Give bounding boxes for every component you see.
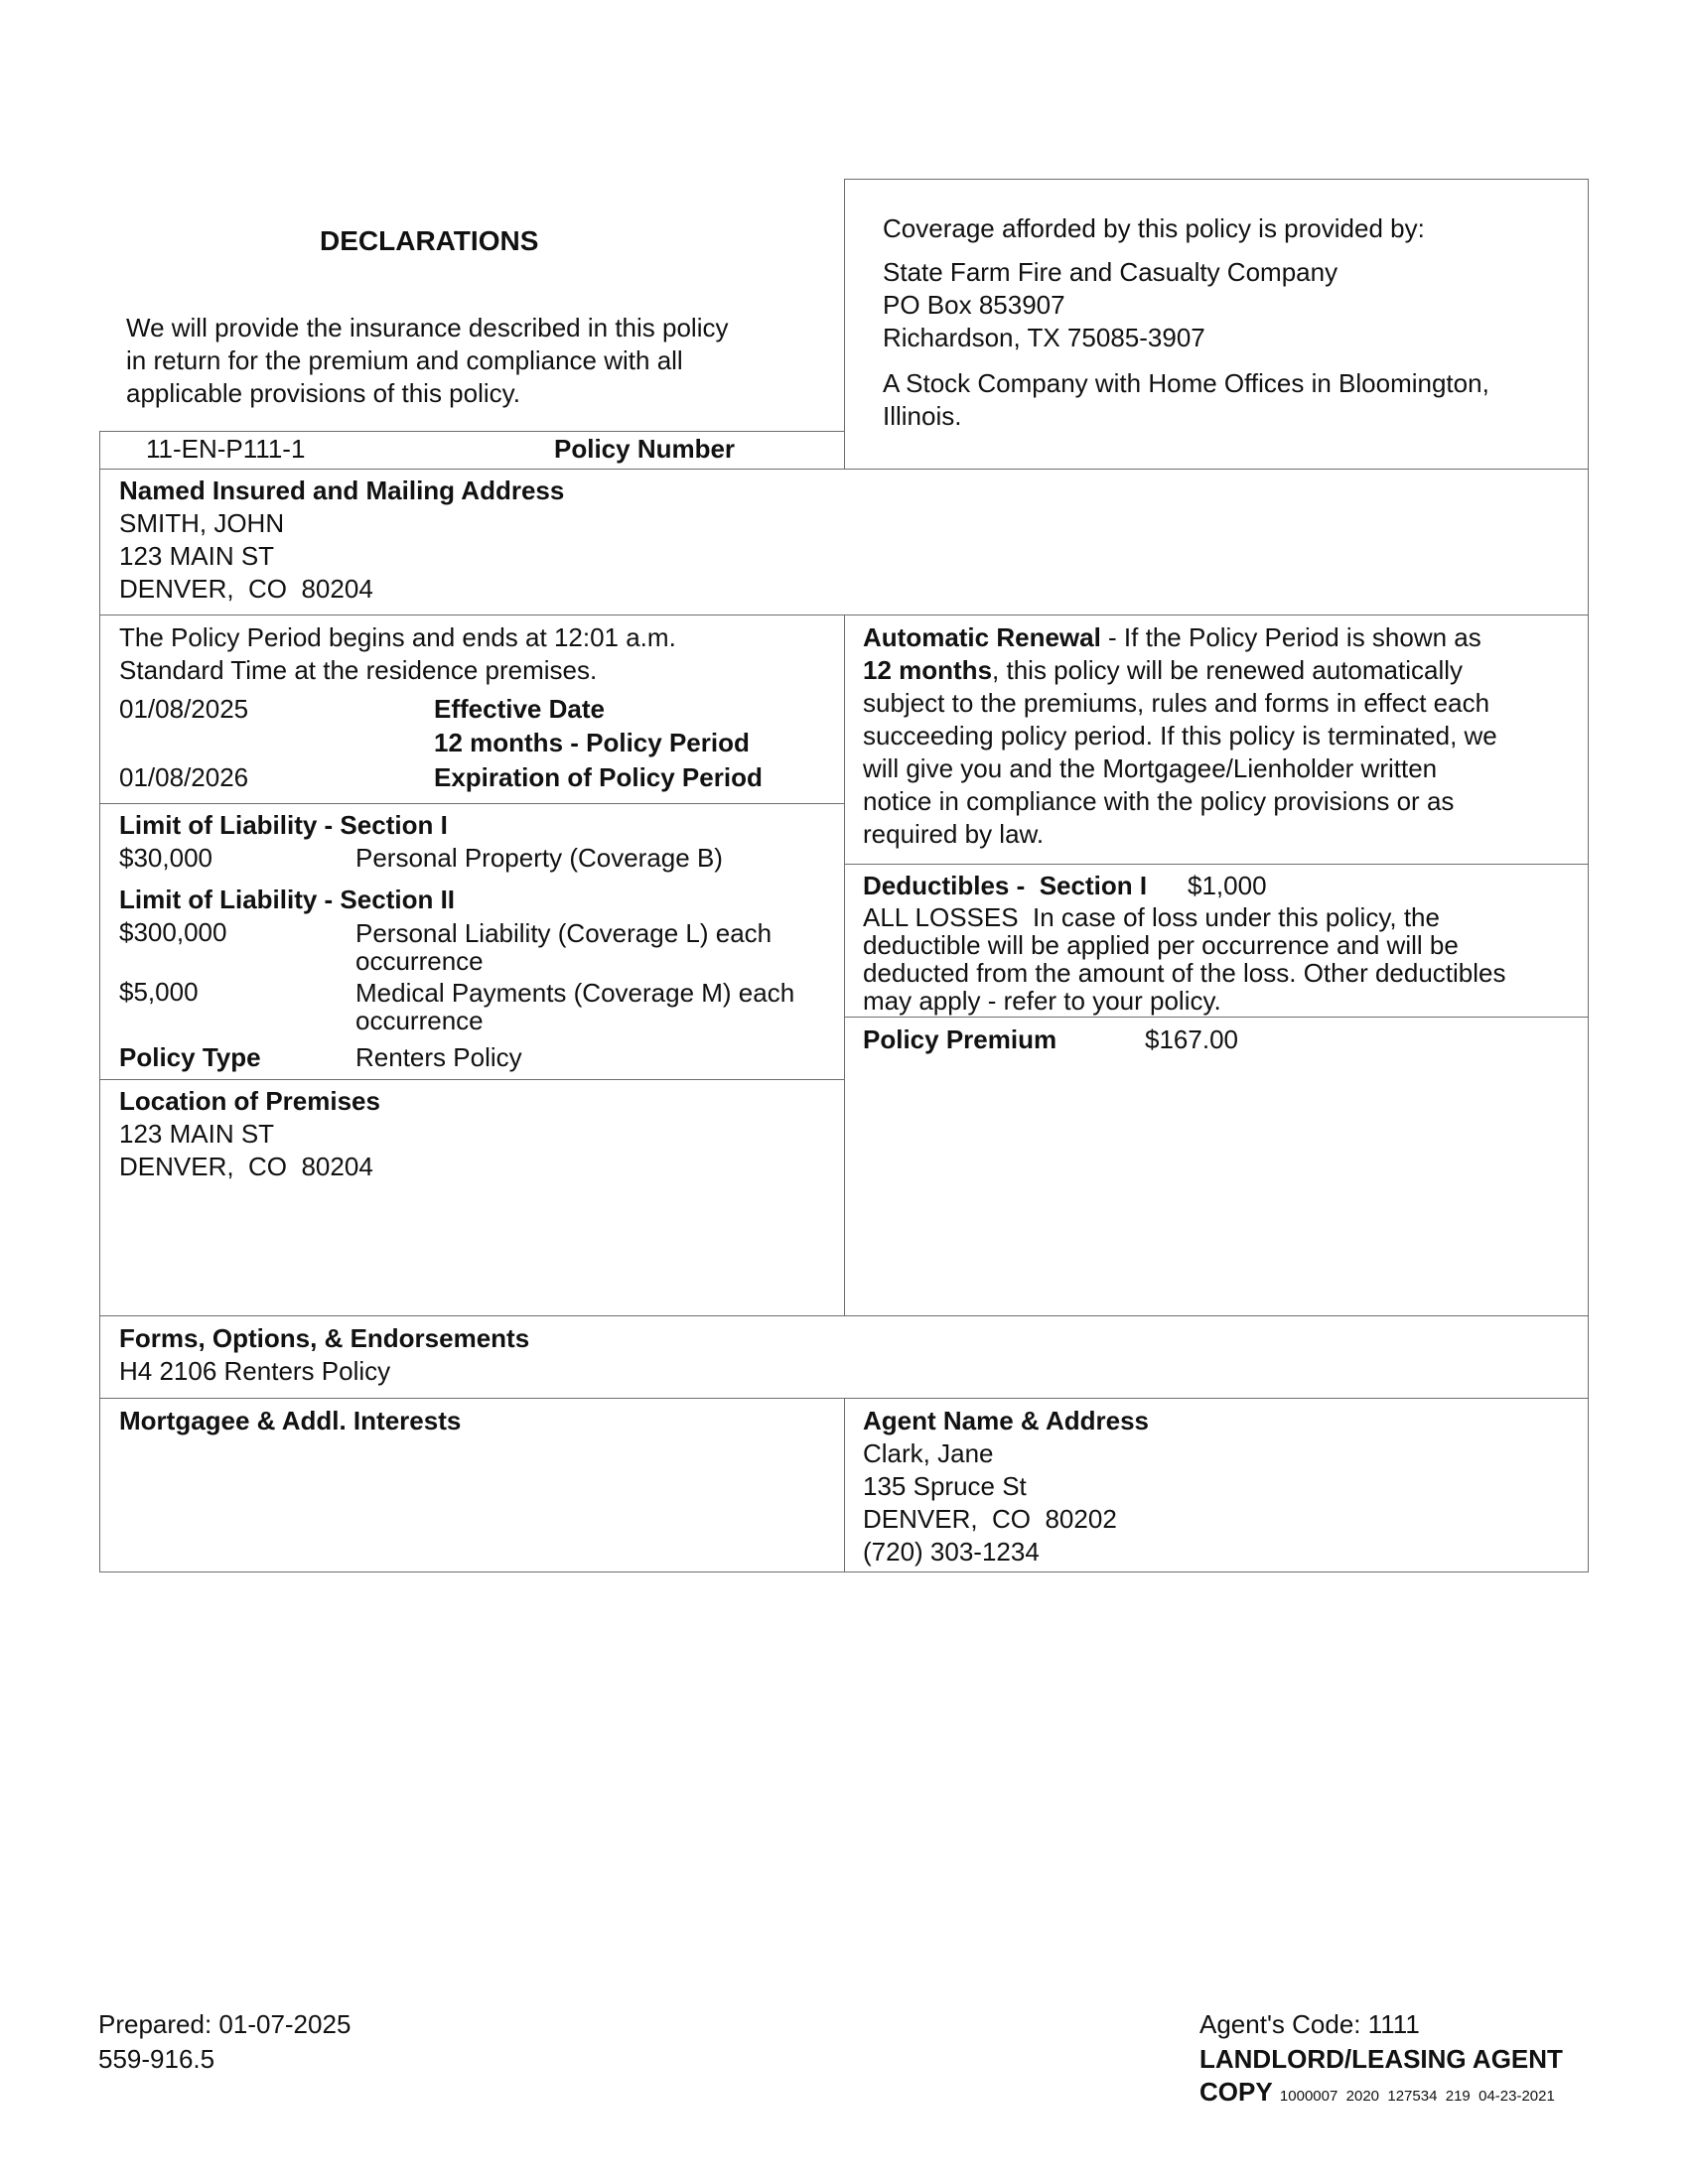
expiration-date-label: Expiration of Policy Period	[434, 762, 763, 792]
auto-renewal-line: subject to the premiums, rules and forms in effect each	[863, 688, 1490, 718]
divider-forms	[99, 1315, 1589, 1316]
policy-period-line-1: The Policy Period begins and ends at 12:01 a.m.	[119, 622, 676, 652]
effective-date-label: Effective Date	[434, 694, 605, 724]
auto-renewal-line: notice in compliance with the policy provisions or as	[863, 786, 1455, 816]
deductibles-amount: $1,000	[1188, 871, 1267, 900]
agent-street: 135 Spruce St	[863, 1471, 1027, 1501]
agent-phone: (720) 303-1234	[863, 1537, 1040, 1567]
expiration-date: 01/08/2026	[119, 762, 249, 792]
mortgagee-label: Mortgagee & Addl. Interests	[119, 1406, 462, 1435]
divider-period-liability	[99, 803, 844, 804]
deductibles-text: ALL LOSSES In case of loss under this policy, the deductible will be applied per occurrence and will be deducted from the amount of the loss. Other deductibles may apply - refer to your policy.	[863, 902, 1506, 1016]
divider-liability-premises	[99, 1079, 844, 1080]
premises-city: DENVER, CO 80204	[119, 1152, 373, 1181]
divider-center	[844, 614, 845, 1315]
auto-renewal-line: Automatic Renewal - If the Policy Period is shown as	[863, 622, 1481, 652]
policy-type-value: Renters Policy	[355, 1042, 522, 1072]
coverage-m-label: Medical Payments (Coverage M) each occurrence	[355, 978, 795, 1035]
copy-label: COPY	[1199, 2077, 1273, 2107]
insurer-address-1: PO Box 853907	[883, 290, 1065, 320]
named-insured-name: SMITH, JOHN	[119, 508, 285, 538]
policy-period-line-2: Standard Time at the residence premises.	[119, 655, 598, 685]
page-title: DECLARATIONS	[320, 225, 539, 256]
auto-renewal-line: succeeding policy period. If this policy is terminated, we	[863, 721, 1497, 751]
intro-line: We will provide the insurance described in this policy	[126, 313, 729, 342]
effective-date: 01/08/2025	[119, 694, 249, 724]
divider-renewal-deductible	[844, 864, 1589, 865]
tracking-code: 1000007 2020 127534 219 04-23-2021	[1279, 2088, 1555, 2105]
copy-designation: LANDLORD/LEASING AGENT	[1199, 2044, 1563, 2074]
deductibles-label: Deductibles - Section I	[863, 871, 1148, 900]
insurer-intro: Coverage afforded by this policy is provided by:	[883, 213, 1425, 243]
auto-renewal-term: 12 months	[863, 655, 993, 685]
intro-line: in return for the premium and compliance with all	[126, 345, 683, 375]
premises-street: 123 MAIN ST	[119, 1119, 275, 1149]
divider-mortgagee-agent	[844, 1398, 845, 1572]
coverage-b-amount: $30,000	[119, 843, 212, 873]
insurer-name: State Farm Fire and Casualty Company	[883, 257, 1338, 287]
coverage-l-label: Personal Liability (Coverage L) each occurrence	[355, 918, 773, 976]
auto-renewal-line: 12 months, this policy will be renewed automatically	[863, 655, 1464, 685]
coverage-b-label: Personal Property (Coverage B)	[355, 843, 723, 873]
auto-renewal-label: Automatic Renewal	[863, 622, 1101, 652]
divider-deductible-premium	[844, 1017, 1589, 1018]
premium-value: $167.00	[1145, 1024, 1238, 1054]
auto-renewal-text	[863, 621, 1578, 851]
auto-renewal-line: required by law.	[863, 819, 1045, 849]
policy-number-label: Policy Number	[554, 434, 736, 464]
liability-section-2-label: Limit of Liability - Section II	[119, 885, 456, 914]
intro-line: applicable provisions of this policy.	[126, 378, 520, 408]
copy-line-2	[1199, 2076, 1555, 2109]
auto-renewal-line: will give you and the Mortgagee/Lienholder written	[863, 753, 1438, 783]
liability-section-1-label: Limit of Liability - Section I	[119, 810, 448, 840]
named-insured-city: DENVER, CO 80204	[119, 574, 373, 604]
agent-name: Clark, Jane	[863, 1438, 994, 1468]
named-insured-label: Named Insured and Mailing Address	[119, 476, 565, 505]
forms-value: H4 2106 Renters Policy	[119, 1356, 391, 1386]
forms-label: Forms, Options, & Endorsements	[119, 1323, 530, 1353]
policy-type-label: Policy Type	[119, 1042, 261, 1072]
premises-label: Location of Premises	[119, 1086, 380, 1116]
intro-text	[126, 312, 821, 410]
policy-number-value: 11-EN-P111-1	[146, 434, 306, 464]
coverage-l-amount: $300,000	[119, 917, 227, 947]
insurer-stock-line-2: Illinois.	[883, 401, 962, 431]
policy-period-label: 12 months - Policy Period	[434, 728, 750, 757]
agent-city: DENVER, CO 80202	[863, 1504, 1117, 1534]
insurer-stock-line-1: A Stock Company with Home Offices in Bloomington,	[883, 368, 1489, 398]
prepared-date: Prepared: 01-07-2025	[98, 2009, 352, 2039]
named-insured-street: 123 MAIN ST	[119, 541, 275, 571]
coverage-m-amount: $5,000	[119, 977, 199, 1007]
insurer-address-2: Richardson, TX 75085-3907	[883, 323, 1205, 352]
form-number: 559-916.5	[98, 2044, 215, 2074]
agent-label: Agent Name & Address	[863, 1406, 1149, 1435]
agent-code: Agent's Code: 1111	[1199, 2009, 1420, 2039]
premium-label: Policy Premium	[863, 1024, 1057, 1054]
